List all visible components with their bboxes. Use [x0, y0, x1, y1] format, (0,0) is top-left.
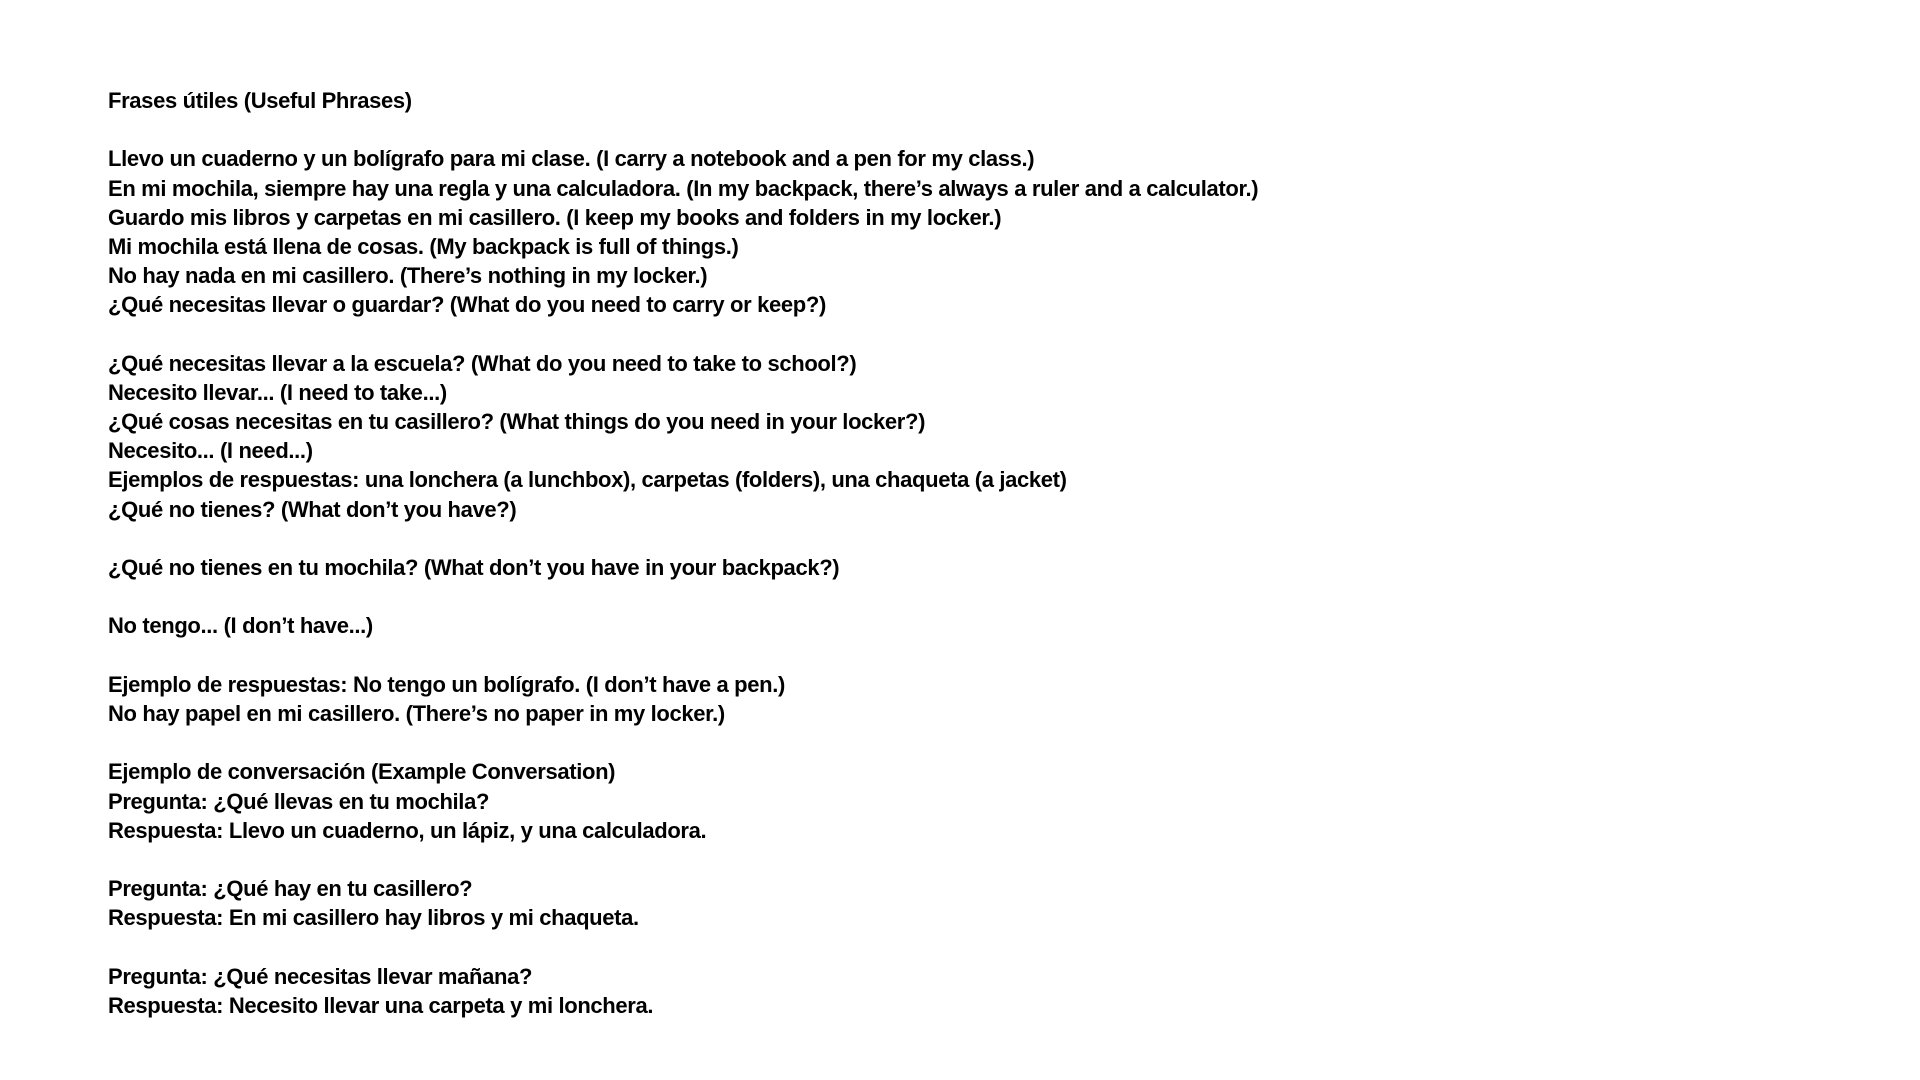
text-line: Llevo un cuaderno y un bolígrafo para mi clase. (I carry a notebook and a pen for my class.): [108, 146, 1035, 172]
blank-line: [108, 582, 1258, 611]
text-line: Pregunta: ¿Qué necesitas llevar mañana?: [108, 963, 533, 989]
text-line: No hay papel en mi casillero. (There’s no paper in my locker.): [108, 700, 725, 726]
text-line: En mi mochila, siempre hay una regla y una calculadora. (In my backpack, there’s always a ruler and a calculator.): [108, 175, 1259, 201]
text-line: Ejemplo de conversación (Example Conversation): [108, 759, 616, 785]
text-line: Mi mochila está llena de cosas. (My backpack is full of things.): [108, 233, 739, 259]
blank-line: [108, 641, 1258, 670]
blank-line: [108, 728, 1258, 757]
document-title: Frases útiles (Useful Phrases): [108, 88, 412, 113]
text-line: Ejemplos de respuestas: una lonchera (a lunchbox), carpetas (folders), una chaqueta (a jacket): [108, 467, 1067, 493]
text-line: Respuesta: En mi casillero hay libros y mi chaqueta.: [108, 905, 639, 931]
text-line: ¿Qué no tienes? (What don’t you have?): [108, 496, 517, 522]
text-line: Pregunta: ¿Qué hay en tu casillero?: [108, 876, 473, 902]
blank-line: [108, 932, 1258, 961]
text-line: Ejemplo de respuestas: No tengo un bolígrafo. (I don’t have a pen.): [108, 671, 785, 697]
blank-line: [108, 320, 1258, 349]
text-line: ¿Qué necesitas llevar a la escuela? (What do you need to take to school?): [108, 350, 857, 376]
text-line: Respuesta: Necesito llevar una carpeta y mi lonchera.: [108, 992, 654, 1018]
text-line: No hay nada en mi casillero. (There’s nothing in my locker.): [108, 263, 708, 289]
blank-line: [108, 845, 1258, 874]
text-line: No tengo... (I don’t have...): [108, 613, 373, 639]
text-line: Guardo mis libros y carpetas en mi casillero. (I keep my books and folders in my locker.): [108, 204, 1002, 230]
text-line: ¿Qué no tienes en tu mochila? (What don’t you have in your backpack?): [108, 555, 840, 580]
text-line: Necesito llevar... (I need to take...): [108, 379, 447, 405]
text-line: ¿Qué cosas necesitas en tu casillero? (What things do you need in your locker?): [108, 409, 926, 435]
document-body: [108, 86, 1258, 1020]
blank-line: [108, 115, 1258, 144]
text-line: ¿Qué necesitas llevar o guardar? (What do you need to carry or keep?): [108, 292, 826, 318]
text-line: Pregunta: ¿Qué llevas en tu mochila?: [108, 788, 490, 814]
text-line: Respuesta: Llevo un cuaderno, un lápiz, y una calculadora.: [108, 817, 707, 843]
text-line: Necesito... (I need...): [108, 438, 313, 464]
blank-line: [108, 524, 1258, 553]
